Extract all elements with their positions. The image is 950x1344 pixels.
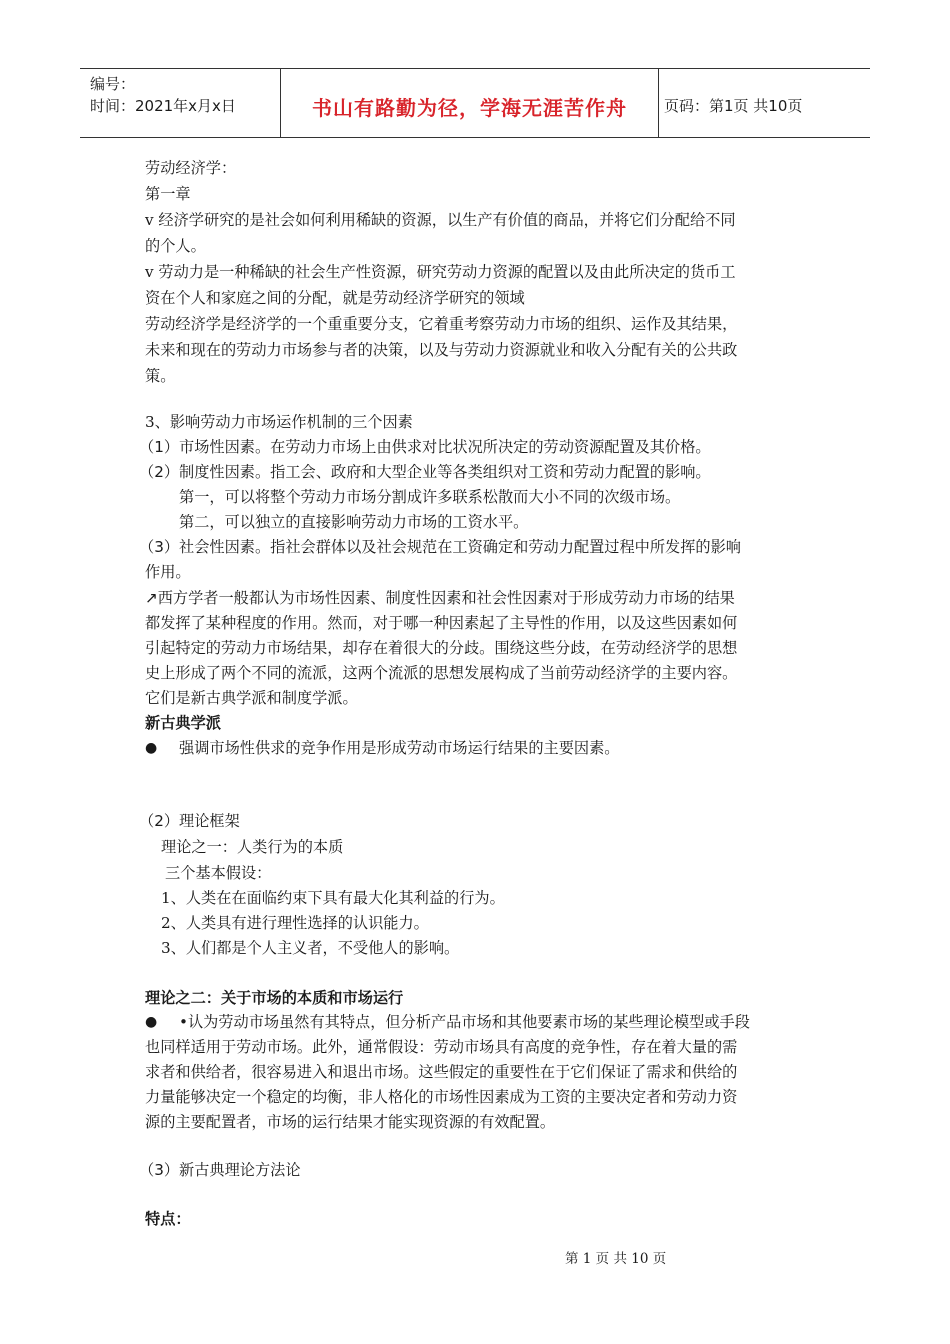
bullet-icon: ● <box>145 1014 158 1030</box>
body-line: （1）市场性因素。在劳动力市场上由供求对比状况所决定的劳动资源配置及其价格。 <box>139 438 711 456</box>
body-line: 它们是新古典学派和制度学派。 <box>145 689 358 707</box>
header-motto: 书山有路勤为径，学海无涯苦作舟 <box>312 96 627 120</box>
body-line: 第二，可以独立的直接影响劳动力市场的工资水平。 <box>179 513 529 531</box>
doc-time-label: 时间：2021年x月x日 <box>90 97 236 115</box>
header-left-cell <box>80 69 281 137</box>
body-line: 作用。 <box>145 563 191 581</box>
page-footer: 第 1 页 共 10 页 <box>565 1251 667 1267</box>
header-page-info: 页码：第1页 共10页 <box>664 97 803 115</box>
section-heading: （2）理论框架 <box>139 812 240 830</box>
doc-number-label: 编号： <box>90 75 136 93</box>
body-line: 引起特定的劳动力市场结果，却存在着很大的分歧。围绕这些分歧，在劳动经济学的思想 <box>145 639 738 657</box>
subsection-heading: 理论之二：关于市场的本质和市场运行 <box>145 989 404 1007</box>
body-line: 力量能够决定一个稳定的均衡，非人格化的市场性因素成为工资的主要决定者和劳动力资 <box>145 1088 738 1106</box>
bullet-text: 强调市场性供求的竞争作用是形成劳动市场运行结果的主要因素。 <box>179 739 620 757</box>
body-line: 源的主要配置者，市场的运行结果才能实现资源的有效配置。 <box>145 1113 556 1131</box>
body-line: 劳动经济学是经济学的一个重重要分支，它着重考察劳动力市场的组织、运作及其结果， <box>145 315 738 333</box>
body-line: 的个人。 <box>145 237 206 255</box>
section-heading: （3）新古典理论方法论 <box>139 1161 301 1179</box>
section-heading: 3、影响劳动力市场运作机制的三个因素 <box>145 413 413 431</box>
body-line: ↗西方学者一般都认为市场性因素、制度性因素和社会性因素对于形成劳动力市场的结果 <box>145 589 735 607</box>
document-header <box>80 68 870 138</box>
body-line: 都发挥了某种程度的作用。然而，对于哪一种因素起了主导性的作用，以及这些因素如何 <box>145 614 738 632</box>
body-line: 资在个人和家庭之间的分配，就是劳动经济学研究的领域 <box>145 289 525 307</box>
list-item: 3、人们都是个人主义者，不受他人的影响。 <box>161 939 460 957</box>
body-line: v 经济学研究的是社会如何利用稀缺的资源，以生产有价值的商品，并将它们分配给不同 <box>145 211 736 229</box>
body-line: 策。 <box>145 367 176 385</box>
body-line: 劳动经济学： <box>145 159 237 177</box>
section-heading: 新古典学派 <box>145 714 221 732</box>
body-line: 第一，可以将整个劳动力市场分割成许多联系松散而大小不同的次级市场。 <box>179 488 681 506</box>
body-line: 第一章 <box>145 185 191 203</box>
body-line: v 劳动力是一种稀缺的社会生产性资源，研究劳动力资源的配置以及由此所决定的货币工 <box>145 263 736 281</box>
list-item: 2、人类具有进行理性选择的认识能力。 <box>161 914 429 932</box>
body-line: （3）社会性因素。指社会群体以及社会规范在工资确定和劳动力配置过程中所发挥的影响 <box>139 538 741 556</box>
body-line: 也同样适用于劳动市场。此外，通常假设：劳动市场具有高度的竞争性，存在着大量的需 <box>145 1038 738 1056</box>
body-line: 史上形成了两个不同的流派，这两个流派的思想发展构成了当前劳动经济学的主要内容。 <box>145 664 738 682</box>
header-right-cell <box>660 69 870 137</box>
bullet-icon: ● <box>145 740 158 756</box>
bullet-text: •认为劳动市场虽然有其特点，但分析产品市场和其他要素市场的某些理论模型或手段 <box>179 1013 750 1031</box>
body-line: （2）制度性因素。指工会、政府和大型企业等各类组织对工资和劳动力配置的影响。 <box>139 463 711 481</box>
body-line: 求者和供给者，很容易进入和退出市场。这些假定的重要性在于它们保证了需求和供给的 <box>145 1063 738 1081</box>
body-line: 未来和现在的劳动力市场参与者的决策，以及与劳动力资源就业和收入分配有关的公共政 <box>145 341 738 359</box>
subsection-heading: 理论之一：人类行为的本质 <box>161 838 344 856</box>
header-middle-cell <box>281 69 659 137</box>
body-line: 三个基本假设： <box>165 864 272 882</box>
subsection-heading: 特点： <box>145 1210 191 1228</box>
list-item: 1、人类在在面临约束下具有最大化其利益的行为。 <box>161 889 505 907</box>
